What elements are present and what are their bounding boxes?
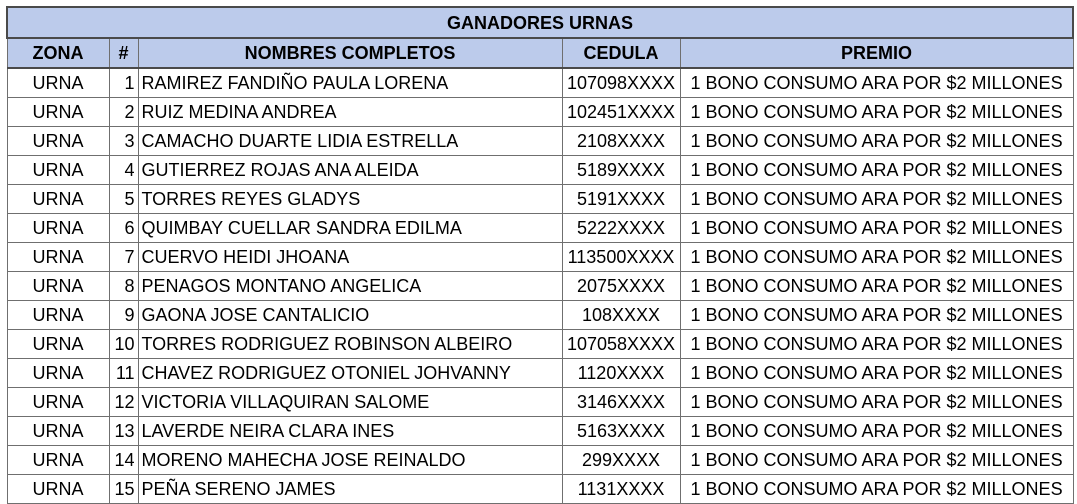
cell-premio: 1 BONO CONSUMO ARA POR $2 MILLONES — [680, 127, 1073, 156]
cell-num: 13 — [109, 417, 138, 446]
cell-cedula: 1131XXXX — [562, 475, 680, 504]
table-header-row — [7, 38, 1073, 68]
cell-num: 14 — [109, 446, 138, 475]
cell-nombre: PENAGOS MONTANO ANGELICA — [138, 272, 562, 301]
cell-cedula: 5222XXXX — [562, 214, 680, 243]
cell-zona: URNA — [7, 417, 109, 446]
cell-premio: 1 BONO CONSUMO ARA POR $2 MILLONES — [680, 185, 1073, 214]
table-row — [7, 214, 1073, 243]
cell-zona: URNA — [7, 98, 109, 127]
table-row — [7, 156, 1073, 185]
table-row — [7, 359, 1073, 388]
table-row — [7, 185, 1073, 214]
cell-nombre: CUERVO HEIDI JHOANA — [138, 243, 562, 272]
cell-premio: 1 BONO CONSUMO ARA POR $2 MILLONES — [680, 388, 1073, 417]
cell-cedula: 102451XXXX — [562, 98, 680, 127]
cell-nombre: CAMACHO DUARTE LIDIA ESTRELLA — [138, 127, 562, 156]
cell-zona: URNA — [7, 359, 109, 388]
cell-zona: URNA — [7, 156, 109, 185]
cell-num: 3 — [109, 127, 138, 156]
cell-premio: 1 BONO CONSUMO ARA POR $2 MILLONES — [680, 359, 1073, 388]
cell-zona: URNA — [7, 272, 109, 301]
table-row — [7, 417, 1073, 446]
cell-premio: 1 BONO CONSUMO ARA POR $2 MILLONES — [680, 417, 1073, 446]
cell-num: 10 — [109, 330, 138, 359]
header-premio: PREMIO — [680, 38, 1073, 68]
cell-zona: URNA — [7, 446, 109, 475]
cell-premio: 1 BONO CONSUMO ARA POR $2 MILLONES — [680, 272, 1073, 301]
cell-cedula: 108XXXX — [562, 301, 680, 330]
table-row — [7, 98, 1073, 127]
cell-zona: URNA — [7, 185, 109, 214]
cell-num: 2 — [109, 98, 138, 127]
cell-nombre: TORRES REYES GLADYS — [138, 185, 562, 214]
cell-nombre: CHAVEZ RODRIGUEZ OTONIEL JOHVANNY — [138, 359, 562, 388]
cell-cedula: 5191XXXX — [562, 185, 680, 214]
cell-zona: URNA — [7, 214, 109, 243]
cell-cedula: 107098XXXX — [562, 68, 680, 98]
cell-num: 12 — [109, 388, 138, 417]
cell-num: 4 — [109, 156, 138, 185]
table-row — [7, 446, 1073, 475]
cell-num: 1 — [109, 68, 138, 98]
cell-premio: 1 BONO CONSUMO ARA POR $2 MILLONES — [680, 301, 1073, 330]
cell-nombre: GUTIERREZ ROJAS ANA ALEIDA — [138, 156, 562, 185]
cell-premio: 1 BONO CONSUMO ARA POR $2 MILLONES — [680, 68, 1073, 98]
cell-cedula: 5163XXXX — [562, 417, 680, 446]
cell-num: 15 — [109, 475, 138, 504]
table-row — [7, 301, 1073, 330]
cell-zona: URNA — [7, 330, 109, 359]
cell-nombre: LAVERDE NEIRA CLARA INES — [138, 417, 562, 446]
cell-nombre: VICTORIA VILLAQUIRAN SALOME — [138, 388, 562, 417]
header-num: # — [109, 38, 138, 68]
table-row — [7, 127, 1073, 156]
table-row — [7, 388, 1073, 417]
table-row — [7, 475, 1073, 504]
cell-cedula: 2075XXXX — [562, 272, 680, 301]
cell-zona: URNA — [7, 243, 109, 272]
cell-num: 7 — [109, 243, 138, 272]
table-title: GANADORES URNAS — [7, 7, 1073, 38]
cell-cedula: 3146XXXX — [562, 388, 680, 417]
cell-premio: 1 BONO CONSUMO ARA POR $2 MILLONES — [680, 214, 1073, 243]
cell-premio: 1 BONO CONSUMO ARA POR $2 MILLONES — [680, 243, 1073, 272]
table-title-row — [7, 7, 1073, 38]
cell-zona: URNA — [7, 301, 109, 330]
cell-zona: URNA — [7, 127, 109, 156]
cell-nombre: MORENO MAHECHA JOSE REINALDO — [138, 446, 562, 475]
winners-table — [6, 6, 1074, 504]
cell-cedula: 107058XXXX — [562, 330, 680, 359]
cell-nombre: TORRES RODRIGUEZ ROBINSON ALBEIRO — [138, 330, 562, 359]
cell-nombre: GAONA JOSE CANTALICIO — [138, 301, 562, 330]
cell-cedula: 113500XXXX — [562, 243, 680, 272]
cell-nombre: RUIZ MEDINA ANDREA — [138, 98, 562, 127]
cell-zona: URNA — [7, 475, 109, 504]
cell-premio: 1 BONO CONSUMO ARA POR $2 MILLONES — [680, 156, 1073, 185]
header-nombres: NOMBRES COMPLETOS — [138, 38, 562, 68]
cell-cedula: 2108XXXX — [562, 127, 680, 156]
cell-num: 5 — [109, 185, 138, 214]
table-row — [7, 243, 1073, 272]
cell-premio: 1 BONO CONSUMO ARA POR $2 MILLONES — [680, 98, 1073, 127]
cell-premio: 1 BONO CONSUMO ARA POR $2 MILLONES — [680, 446, 1073, 475]
cell-nombre: RAMIREZ FANDIÑO PAULA LORENA — [138, 68, 562, 98]
cell-num: 6 — [109, 214, 138, 243]
cell-num: 8 — [109, 272, 138, 301]
table-row — [7, 272, 1073, 301]
cell-cedula: 299XXXX — [562, 446, 680, 475]
cell-nombre: QUIMBAY CUELLAR SANDRA EDILMA — [138, 214, 562, 243]
cell-premio: 1 BONO CONSUMO ARA POR $2 MILLONES — [680, 475, 1073, 504]
cell-num: 11 — [109, 359, 138, 388]
table-row — [7, 68, 1073, 98]
winners-sheet — [6, 6, 1072, 504]
cell-zona: URNA — [7, 68, 109, 98]
cell-premio: 1 BONO CONSUMO ARA POR $2 MILLONES — [680, 330, 1073, 359]
cell-num: 9 — [109, 301, 138, 330]
cell-zona: URNA — [7, 388, 109, 417]
header-cedula: CEDULA — [562, 38, 680, 68]
header-zona: ZONA — [7, 38, 109, 68]
cell-nombre: PEÑA SERENO JAMES — [138, 475, 562, 504]
cell-cedula: 5189XXXX — [562, 156, 680, 185]
table-row — [7, 330, 1073, 359]
cell-cedula: 1120XXXX — [562, 359, 680, 388]
